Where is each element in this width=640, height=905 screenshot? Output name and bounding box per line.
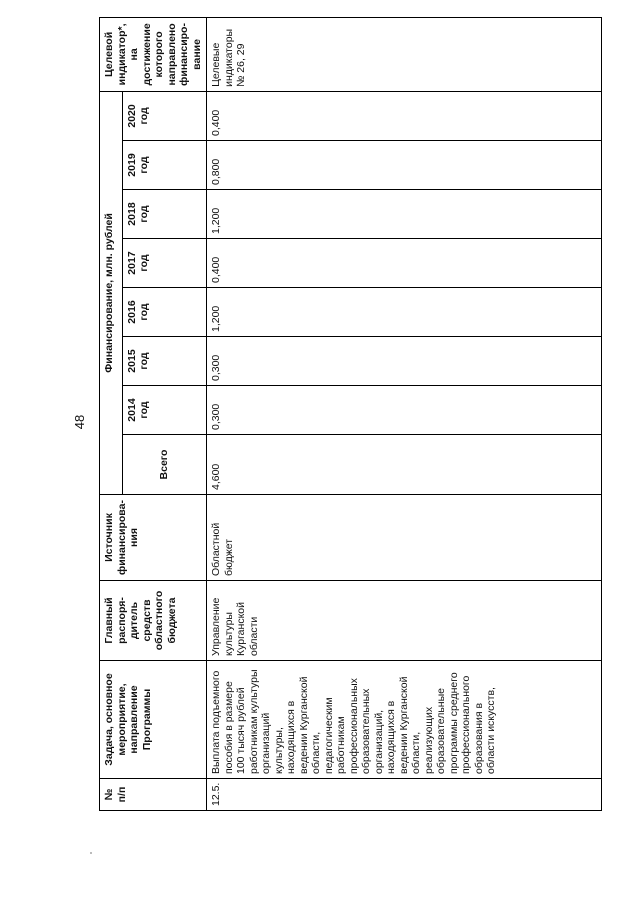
row-value-2019: 0,800	[207, 141, 602, 190]
header-no: № п/п	[100, 779, 207, 811]
row-value-2015: 0,300	[207, 337, 602, 386]
rotated-table-sheet	[99, 18, 613, 811]
row-total: 4,600	[207, 435, 602, 495]
scan-speck	[90, 852, 92, 854]
row-indicator: Целевые индикаторы № 26, 29	[207, 17, 602, 91]
row-value-2016: 1,200	[207, 288, 602, 337]
header-year-2018: 2018 год	[122, 190, 206, 239]
header-financing: Финансирование, млн. рублей	[100, 91, 123, 494]
header-year-2015: 2015 год	[122, 337, 206, 386]
header-year-2014: 2014 год	[122, 386, 206, 435]
row-task: Выплата подъемного пособия в размере 100 тысяч рублей работникам культуры организаций культуры, находящихся в ведении Курганской области, педагогическим работникам профессиональных образовательных организаций, находящихся в ведении Курганской области, реализующих образовательные программы среднего профессионального образования в области искусств,	[207, 661, 602, 779]
row-manager: Управление культуры Курганской области	[207, 581, 602, 661]
row-value-2018: 1,200	[207, 190, 602, 239]
row-no: 12.5.	[207, 779, 602, 811]
header-year-2017: 2017 год	[122, 239, 206, 288]
row-value-2020: 0,400	[207, 91, 602, 140]
header-total: Всего	[122, 435, 206, 495]
header-year-2016: 2016 год	[122, 288, 206, 337]
table-row	[207, 17, 602, 810]
header-year-2019: 2019 год	[122, 141, 206, 190]
header-task: Задача, основное мероприятие, направление Программы	[100, 661, 207, 779]
financing-table	[99, 17, 602, 811]
row-source: Областной бюджет	[207, 495, 602, 581]
header-year-2020: 2020 год	[122, 91, 206, 140]
header-manager: Главный распоря-дитель средств областного бюджета	[100, 581, 207, 661]
header-source: Источник финансирова-ния	[100, 495, 207, 581]
header-indicator: Целевой индикатор*, на достижение которого направлено финансиро-вание	[100, 17, 207, 91]
row-value-2017: 0,400	[207, 239, 602, 288]
row-value-2014: 0,300	[207, 386, 602, 435]
page-number: 48	[72, 414, 87, 430]
